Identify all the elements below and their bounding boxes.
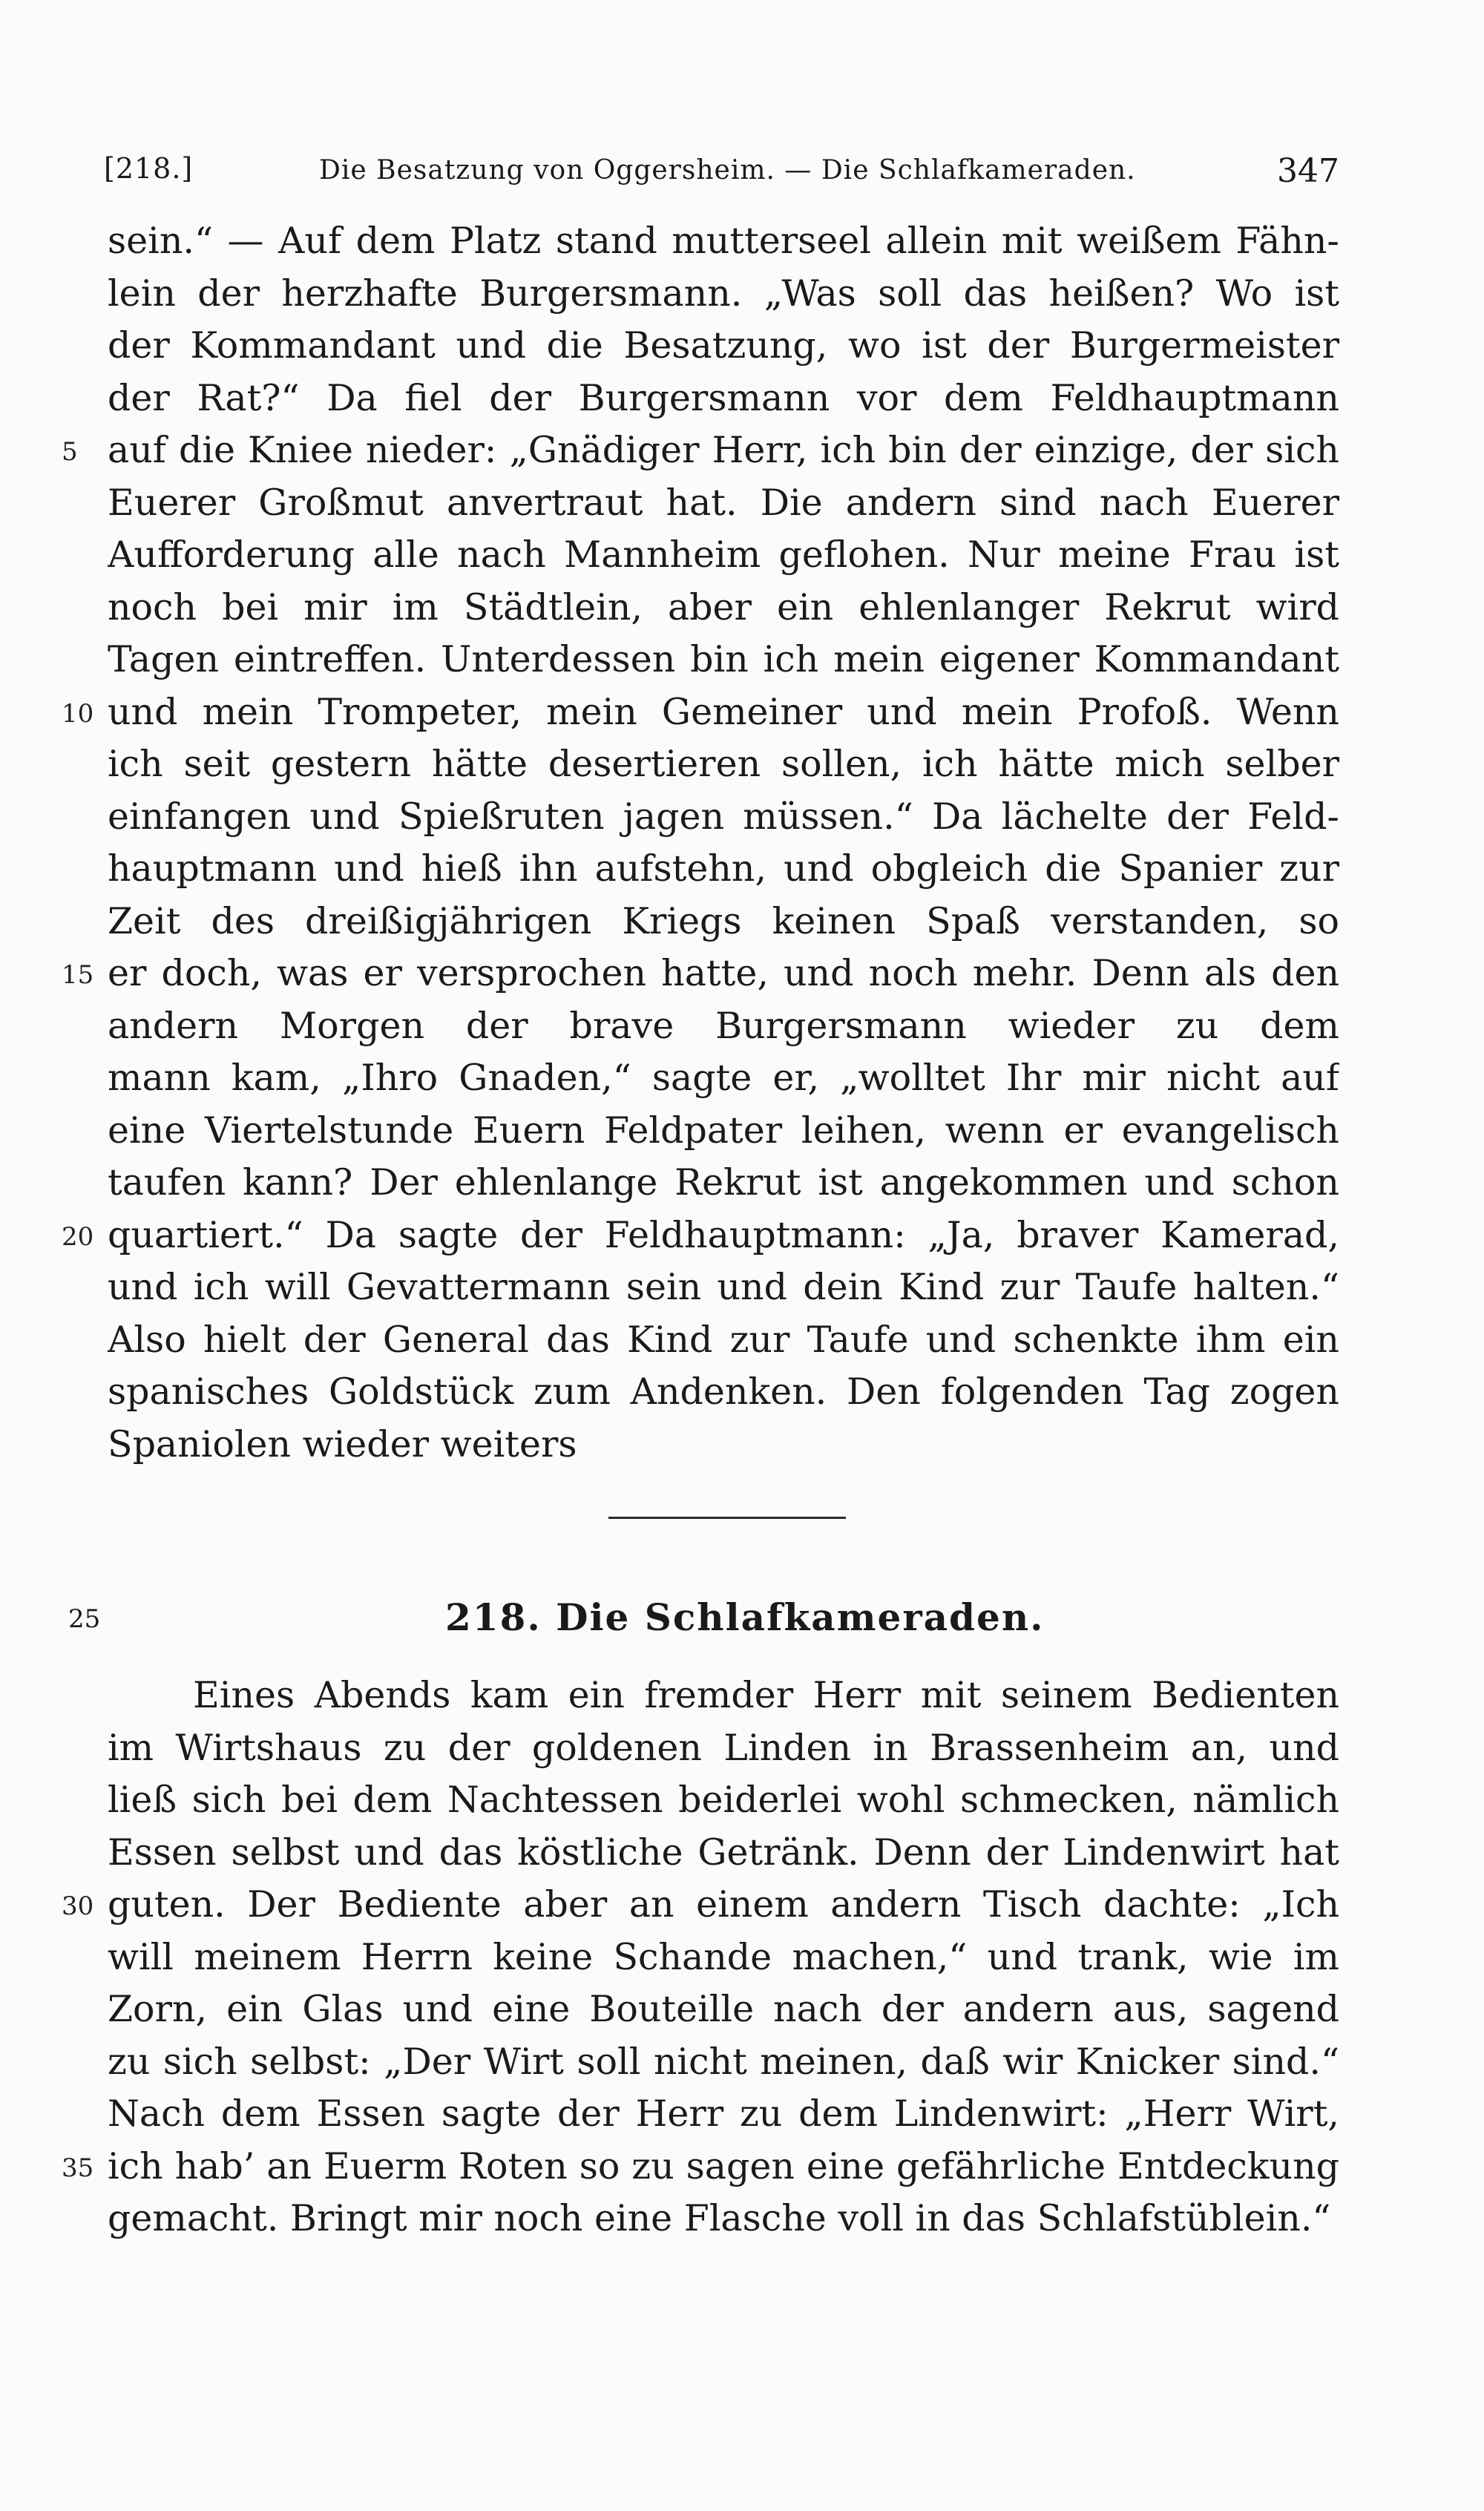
text-line <box>108 2036 1339 2089</box>
line-number: 5 <box>62 437 78 467</box>
line-text: eine Viertelstunde Euern Feldpater leihen, wenn er evangelisch <box>108 1109 1339 1152</box>
line-text: quartiert.“ Da sagte der Feldhauptmann: „Ja, braver Kamerad, <box>108 1213 1339 1256</box>
text-line <box>108 1722 1339 1775</box>
line-text: einfangen und Spießruten jagen müssen.“ Da lächelte der Feld- <box>108 795 1339 838</box>
line-text: lein der herzhafte Burgersmann. „Was soll das heißen? Wo ist <box>108 272 1339 315</box>
line-number: 20 <box>62 1221 94 1252</box>
line-text: Spaniolen wieder weiters <box>108 1422 577 1465</box>
line-number: 15 <box>62 960 94 990</box>
line-text: und mein Trompeter, mein Gemeiner und mein Profoß. Wenn <box>108 690 1339 733</box>
line-text: andern Morgen der brave Burgersmann wieder zu dem <box>108 1004 1339 1047</box>
text-line <box>108 634 1339 686</box>
line-text: gemacht. Bringt mir noch eine Flasche voll in das Schlafstüblein.“ <box>108 2197 1331 2239</box>
line-text: ich seit gestern hätte desertieren sollen, ich hätte mich selber <box>108 743 1339 785</box>
line-text: hauptmann und hieß ihn aufstehn, und obgleich die Spanier zur <box>108 847 1339 890</box>
text-block-continued-story <box>62 215 1339 1471</box>
text-line <box>108 1774 1339 1827</box>
text-line <box>108 1419 1339 1471</box>
text-line <box>108 477 1339 530</box>
line-text: noch bei mir im Städtlein, aber ein ehlenlanger Rekrut wird <box>108 585 1339 628</box>
line-text: taufen kann? Der ehlenlange Rekrut ist angekommen und schon <box>108 1161 1339 1204</box>
line-text: Eines Abends kam ein fremder Herr mit seinem Bedienten <box>193 1674 1339 1716</box>
text-line <box>62 1879 1339 1931</box>
text-line <box>108 1000 1339 1053</box>
text-line <box>108 738 1339 791</box>
text-line <box>108 320 1339 372</box>
page-number: 347 <box>1277 152 1339 190</box>
page-header <box>104 152 1339 197</box>
text-line <box>108 1314 1339 1367</box>
text-line <box>108 1052 1339 1105</box>
text-line <box>108 843 1339 896</box>
text-line <box>108 529 1339 582</box>
line-text: spanisches Goldstück zum Andenken. Den folgenden Tag zogen <box>108 1371 1339 1413</box>
text-line <box>62 1209 1339 1262</box>
text-line <box>108 1366 1339 1419</box>
text-line <box>62 2141 1339 2193</box>
text-line <box>62 424 1339 477</box>
line-text: Nach dem Essen sagte der Herr zu dem Lindenwirt: „Herr Wirt, <box>108 2092 1339 2135</box>
text-line <box>108 791 1339 844</box>
line-text: er doch, was er versprochen hatte, und noch mehr. Denn als den <box>108 952 1339 994</box>
text-line <box>108 1157 1339 1209</box>
line-text: Also hielt der General das Kind zur Taufe und schenkte ihm ein <box>108 1318 1339 1361</box>
text-line <box>108 1105 1339 1158</box>
line-text: Essen selbst und das köstliche Getränk. Denn der Lindenwirt hat <box>108 1831 1339 1874</box>
line-text: guten. Der Bediente aber an einem andern Tisch dachte: „Ich <box>108 1883 1339 1926</box>
line-number: 30 <box>62 1891 94 1921</box>
line-text: der Kommandant und die Besatzung, wo ist der Burgermeister <box>108 324 1339 367</box>
text-line <box>62 686 1339 739</box>
line-number: 10 <box>62 698 94 729</box>
running-title: Die Besatzung von Oggersheim. — Die Schlafkameraden. <box>319 155 1136 186</box>
section-reference: [218.] <box>104 152 194 185</box>
text-line <box>108 896 1339 948</box>
text-line <box>108 1261 1339 1314</box>
text-line <box>108 215 1339 268</box>
line-text: der Rat?“ Da fiel der Burgersmann vor dem Feldhauptmann <box>108 376 1339 419</box>
line-text: Zorn, ein Glas und eine Bouteille nach der andern aus, sagend <box>108 1988 1339 2030</box>
line-text: mann kam, „Ihro Gnaden,“ sagte er, „wolltet Ihr mir nicht auf <box>108 1057 1339 1099</box>
line-text: Euerer Großmut anvertraut hat. Die andern sind nach Euerer <box>108 481 1339 524</box>
text-line <box>108 372 1339 425</box>
line-text: will meinem Herrn keine Schande machen,“ und trank, wie im <box>108 1935 1339 1978</box>
section-divider <box>608 1517 846 1519</box>
section-title: 218. Die Schlafkameraden. <box>445 1595 1045 1639</box>
line-number: 35 <box>62 2153 94 2183</box>
text-line <box>62 948 1339 1000</box>
line-text: ich hab’ an Euerm Roten so zu sagen eine gefährliche Entdeckung <box>108 2144 1339 2187</box>
text-line <box>108 268 1339 321</box>
line-text: Zeit des dreißigjährigen Kriegs keinen Spaß verstanden, so <box>108 899 1339 942</box>
line-text: zu sich selbst: „Der Wirt soll nicht meinen, daß wir Knicker sind.“ <box>108 2040 1339 2083</box>
text-line <box>108 1827 1339 1880</box>
line-text: Aufforderung alle nach Mannheim geflohen. Nur meine Frau ist <box>108 534 1339 576</box>
line-text: im Wirtshaus zu der goldenen Linden in Brassenheim an, und <box>108 1726 1339 1769</box>
text-line <box>108 1931 1339 1984</box>
line-text: auf die Kniee nieder: „Gnädiger Herr, ich bin der einzige, der sich <box>108 429 1339 471</box>
text-line <box>108 2088 1339 2141</box>
line-text: Tagen eintreffen. Unterdessen bin ich mein eigener Kommandant <box>108 638 1339 680</box>
text-line <box>108 2193 1339 2245</box>
text-line <box>108 1670 1339 1722</box>
text-block-new-story <box>62 1670 1339 2245</box>
line-text: ließ sich bei dem Nachtessen beiderlei wohl schmecken, nämlich <box>108 1779 1339 1821</box>
text-line <box>108 1983 1339 2036</box>
line-text: und ich will Gevattermann sein und dein Kind zur Taufe halten.“ <box>108 1266 1339 1308</box>
text-line <box>108 582 1339 634</box>
line-number: 25 <box>68 1604 101 1634</box>
line-text: sein.“ — Auf dem Platz stand mutterseel allein mit weißem Fähn- <box>108 220 1339 262</box>
